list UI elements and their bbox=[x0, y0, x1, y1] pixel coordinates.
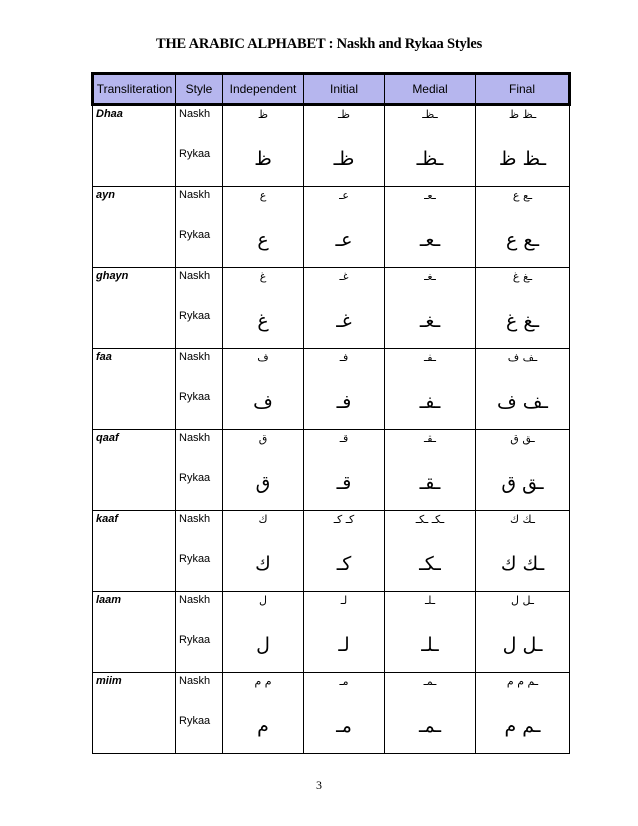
style-cell: Rykaa bbox=[176, 389, 223, 430]
independent-form-cell: ل bbox=[223, 632, 304, 673]
independent-form-cell: غ bbox=[223, 268, 304, 309]
header-medial: Medial bbox=[385, 74, 476, 105]
transliteration-cell bbox=[93, 470, 176, 511]
table-row bbox=[93, 227, 570, 268]
final-form-cell: ـم م م bbox=[476, 673, 570, 714]
medial-form-cell: ـكـ ـکـ bbox=[385, 511, 476, 552]
table-row bbox=[93, 146, 570, 187]
table-row bbox=[93, 592, 570, 633]
initial-form-cell: لـ bbox=[304, 592, 385, 633]
independent-form-cell: ف bbox=[223, 349, 304, 390]
style-cell: Naskh bbox=[176, 673, 223, 714]
header-transliteration: Transliteration bbox=[93, 74, 176, 105]
medial-form-cell: ـفـ bbox=[385, 349, 476, 390]
medial-form-cell: ـظـ bbox=[385, 105, 476, 147]
final-form-cell: ـق ق bbox=[476, 430, 570, 471]
transliteration-cell: miim bbox=[93, 673, 176, 714]
initial-form-cell: قـ bbox=[304, 470, 385, 511]
final-form-cell: ـل ل bbox=[476, 592, 570, 633]
transliteration-cell: kaaf bbox=[93, 511, 176, 552]
table-row bbox=[93, 673, 570, 714]
independent-form-cell: م bbox=[223, 713, 304, 754]
independent-form-cell: ظ bbox=[223, 105, 304, 147]
style-cell: Naskh bbox=[176, 187, 223, 228]
final-form-cell: ـك ك bbox=[476, 551, 570, 592]
independent-form-cell: م م bbox=[223, 673, 304, 714]
medial-form-cell: ـلـ bbox=[385, 592, 476, 633]
initial-form-cell: كـ کـ bbox=[304, 511, 385, 552]
style-cell: Rykaa bbox=[176, 713, 223, 754]
transliteration-cell bbox=[93, 227, 176, 268]
header-style: Style bbox=[176, 74, 223, 105]
initial-form-cell: مـ bbox=[304, 713, 385, 754]
header-final: Final bbox=[476, 74, 570, 105]
table-row bbox=[93, 632, 570, 673]
final-form-cell: ـل ل bbox=[476, 632, 570, 673]
final-form-cell: ـغ غ bbox=[476, 268, 570, 309]
style-cell: Naskh bbox=[176, 349, 223, 390]
transliteration-cell: qaaf bbox=[93, 430, 176, 471]
initial-form-cell: عـ bbox=[304, 227, 385, 268]
header-initial: Initial bbox=[304, 74, 385, 105]
table-row bbox=[93, 268, 570, 309]
table-row bbox=[93, 349, 570, 390]
final-form-cell: ـك ك bbox=[476, 511, 570, 552]
initial-form-cell: فـ bbox=[304, 389, 385, 430]
final-form-cell: ـغ غ bbox=[476, 308, 570, 349]
transliteration-cell: ayn bbox=[93, 187, 176, 228]
table-row bbox=[93, 308, 570, 349]
alphabet-table bbox=[91, 72, 571, 754]
transliteration-cell bbox=[93, 551, 176, 592]
initial-form-cell: ظـ bbox=[304, 105, 385, 147]
medial-form-cell: ـمـ bbox=[385, 713, 476, 754]
style-cell: Naskh bbox=[176, 592, 223, 633]
final-form-cell: ـق ق bbox=[476, 470, 570, 511]
final-form-cell: ـم م bbox=[476, 713, 570, 754]
style-cell: Naskh bbox=[176, 430, 223, 471]
style-cell: Rykaa bbox=[176, 551, 223, 592]
independent-form-cell: ق bbox=[223, 430, 304, 471]
medial-form-cell: ـغـ bbox=[385, 308, 476, 349]
independent-form-cell: ق bbox=[223, 470, 304, 511]
transliteration-cell bbox=[93, 308, 176, 349]
independent-form-cell: ظ bbox=[223, 146, 304, 187]
final-form-cell: ـع ع bbox=[476, 187, 570, 228]
medial-form-cell: ـقـ bbox=[385, 430, 476, 471]
transliteration-cell: ghayn bbox=[93, 268, 176, 309]
style-cell: Naskh bbox=[176, 511, 223, 552]
final-form-cell: ـع ع bbox=[476, 227, 570, 268]
independent-form-cell: ع bbox=[223, 227, 304, 268]
independent-form-cell: غ bbox=[223, 308, 304, 349]
independent-form-cell: ل bbox=[223, 592, 304, 633]
transliteration-cell bbox=[93, 632, 176, 673]
style-cell: Naskh bbox=[176, 105, 223, 147]
transliteration-cell bbox=[93, 389, 176, 430]
medial-form-cell: ـفـ bbox=[385, 389, 476, 430]
transliteration-cell bbox=[93, 713, 176, 754]
table-row bbox=[93, 105, 570, 147]
initial-form-cell: لـ bbox=[304, 632, 385, 673]
final-form-cell: ـف ف bbox=[476, 389, 570, 430]
transliteration-cell bbox=[93, 146, 176, 187]
initial-form-cell: فـ bbox=[304, 349, 385, 390]
header-independent: Independent bbox=[223, 74, 304, 105]
final-form-cell: ـف ف bbox=[476, 349, 570, 390]
initial-form-cell: كـ bbox=[304, 551, 385, 592]
table-row bbox=[93, 551, 570, 592]
style-cell: Rykaa bbox=[176, 308, 223, 349]
independent-form-cell: ك bbox=[223, 511, 304, 552]
transliteration-cell: Dhaa bbox=[93, 105, 176, 147]
medial-form-cell: ـمـ bbox=[385, 673, 476, 714]
final-form-cell: ـظ ظ bbox=[476, 105, 570, 147]
table-row bbox=[93, 511, 570, 552]
style-cell: Rykaa bbox=[176, 227, 223, 268]
style-cell: Rykaa bbox=[176, 146, 223, 187]
initial-form-cell: عـ bbox=[304, 187, 385, 228]
final-form-cell: ـظ ظ bbox=[476, 146, 570, 187]
transliteration-cell: faa bbox=[93, 349, 176, 390]
medial-form-cell: ـكـ bbox=[385, 551, 476, 592]
medial-form-cell: ـظـ bbox=[385, 146, 476, 187]
initial-form-cell: مـ bbox=[304, 673, 385, 714]
medial-form-cell: ـقـ bbox=[385, 470, 476, 511]
independent-form-cell: ف bbox=[223, 389, 304, 430]
page-number: 3 bbox=[316, 778, 322, 792]
style-cell: Naskh bbox=[176, 268, 223, 309]
table-header-row bbox=[93, 74, 570, 105]
style-cell: Rykaa bbox=[176, 632, 223, 673]
initial-form-cell: قـ bbox=[304, 430, 385, 471]
page-title: THE ARABIC ALPHABET : Naskh and Rykaa Styles bbox=[155, 36, 483, 52]
table-row bbox=[93, 430, 570, 471]
table-row bbox=[93, 713, 570, 754]
table-body bbox=[93, 105, 570, 754]
table-row bbox=[93, 187, 570, 228]
independent-form-cell: ك bbox=[223, 551, 304, 592]
medial-form-cell: ـعـ bbox=[385, 187, 476, 228]
initial-form-cell: غـ bbox=[304, 308, 385, 349]
medial-form-cell: ـعـ bbox=[385, 227, 476, 268]
table-row bbox=[93, 389, 570, 430]
transliteration-cell: laam bbox=[93, 592, 176, 633]
initial-form-cell: ظـ bbox=[304, 146, 385, 187]
initial-form-cell: غـ bbox=[304, 268, 385, 309]
style-cell: Rykaa bbox=[176, 470, 223, 511]
medial-form-cell: ـلـ bbox=[385, 632, 476, 673]
table-row bbox=[93, 470, 570, 511]
independent-form-cell: ع bbox=[223, 187, 304, 228]
medial-form-cell: ـغـ bbox=[385, 268, 476, 309]
